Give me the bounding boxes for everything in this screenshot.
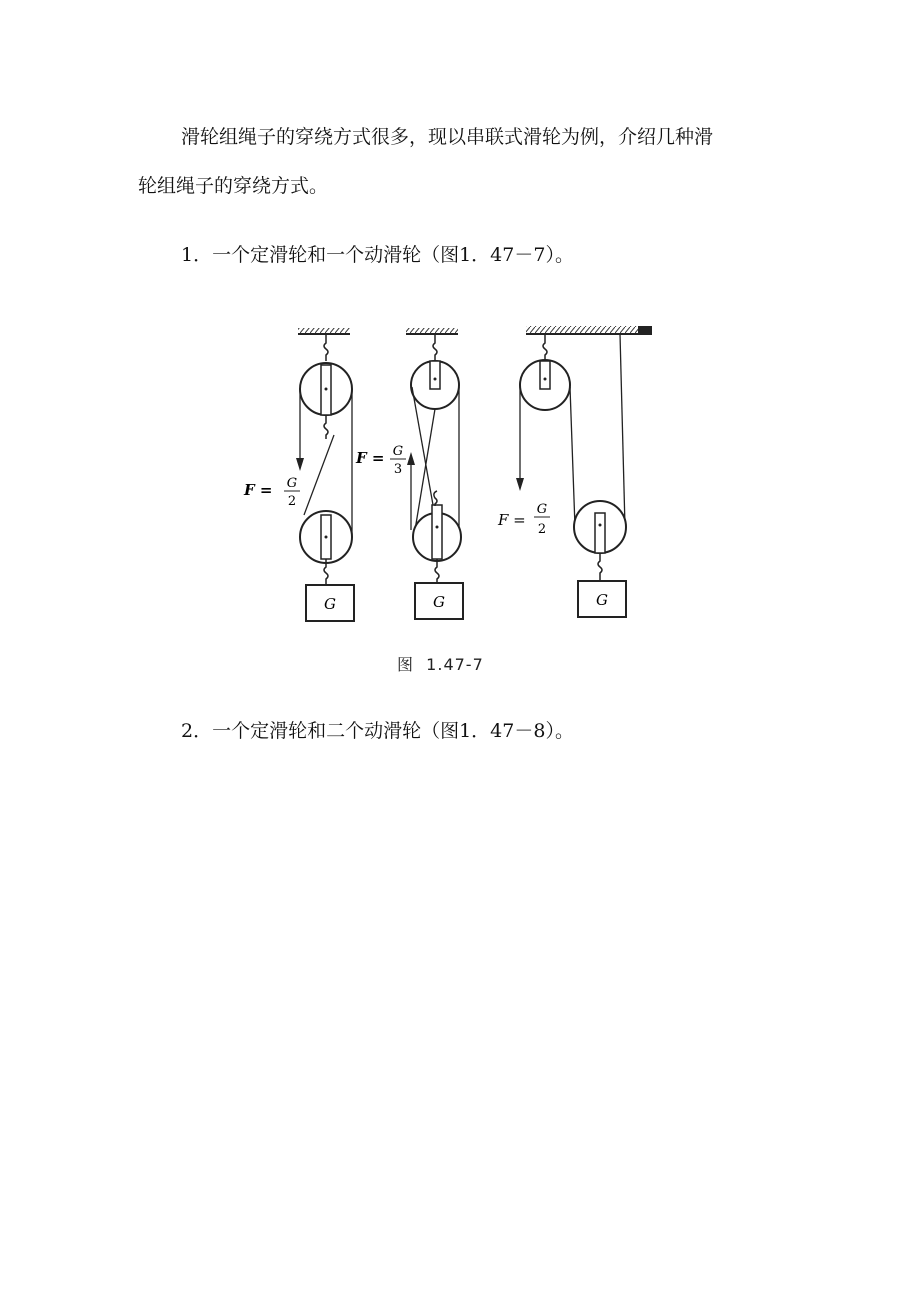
force-label-1: F = bbox=[244, 481, 273, 499]
pulley-diagram-svg bbox=[230, 315, 660, 635]
force-denominator-3: 2 bbox=[537, 522, 547, 537]
force-arrow-1 bbox=[296, 458, 304, 471]
ceiling-3 bbox=[526, 326, 652, 334]
force-numerator-2: G bbox=[392, 444, 404, 459]
list-item-2: 2．一个定滑轮和二个动滑轮（图1．47－8）。 bbox=[181, 720, 574, 742]
list-item-1: 1．一个定滑轮和一个动滑轮（图1．47－7）。 bbox=[181, 244, 574, 266]
force-arrow-3 bbox=[516, 478, 524, 491]
pulley-diagram-3 bbox=[497, 326, 652, 617]
figure-caption: 图 1.47-7 bbox=[397, 655, 484, 674]
pulley-figure bbox=[230, 315, 660, 635]
force-label-2: F = bbox=[356, 449, 385, 467]
intro-paragraph-line-2: 轮组绳子的穿绕方式。 bbox=[138, 175, 329, 197]
force-denominator-1: 2 bbox=[287, 494, 297, 509]
hook-1 bbox=[324, 335, 328, 361]
hook-3 bbox=[543, 335, 547, 361]
force-label-3: F = bbox=[498, 511, 526, 529]
intro-paragraph-line-1: 滑轮组绳子的穿绕方式很多，现以串联式滑轮为例，介绍几种滑 bbox=[181, 126, 714, 148]
load-label-2: G bbox=[433, 593, 445, 611]
hook-2 bbox=[433, 335, 437, 361]
load-label-3: G bbox=[596, 591, 608, 609]
force-numerator-1: G bbox=[286, 476, 298, 491]
pulley-diagram-1 bbox=[243, 328, 354, 621]
force-numerator-3: G bbox=[536, 502, 548, 517]
pulley-diagram-2 bbox=[355, 328, 463, 619]
force-denominator-2: 3 bbox=[393, 462, 403, 477]
load-label-1: G bbox=[324, 595, 336, 613]
